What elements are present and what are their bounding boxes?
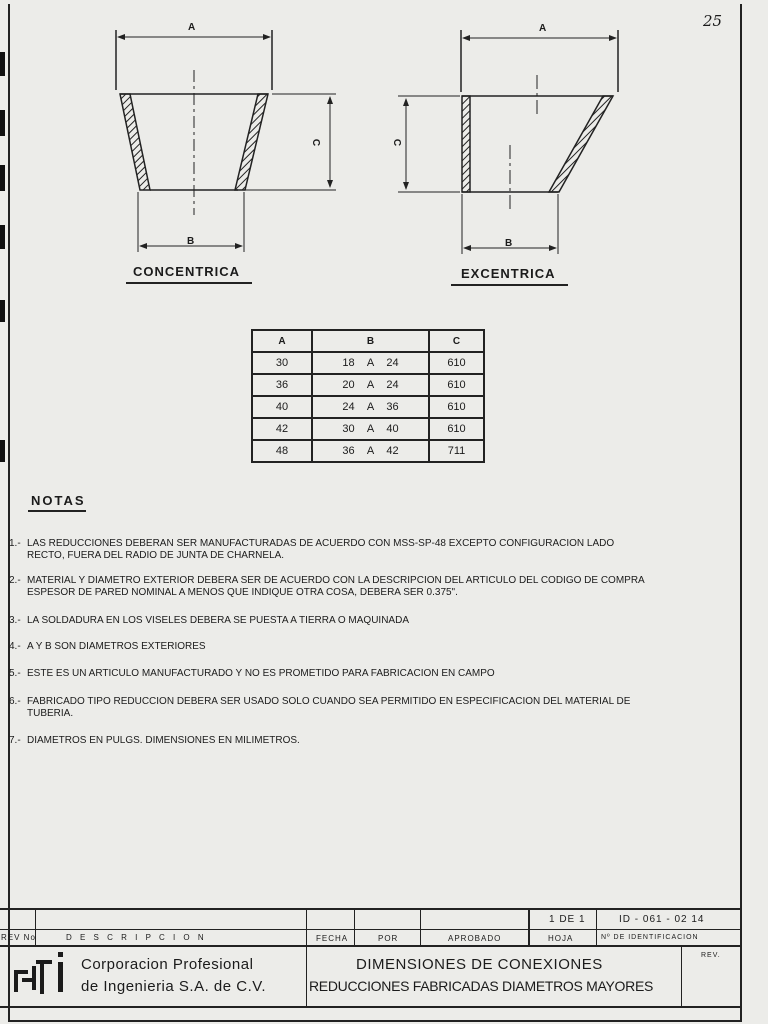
sheet-value: 1 DE 1 (549, 914, 586, 925)
company-logo (12, 948, 68, 998)
sheet-label: HOJA (548, 934, 574, 943)
description-label: D E S C R I P C I O N (66, 933, 207, 942)
table-cell-a: 30 (252, 352, 312, 374)
reducer-drawings (0, 0, 768, 330)
b-separator: A (366, 357, 375, 369)
table-row (252, 440, 484, 462)
b-max: 40 (386, 423, 399, 435)
b-separator: A (366, 423, 375, 435)
table-header-b: B (312, 330, 429, 352)
binder-hole-mark (0, 440, 5, 462)
table-cell-b (312, 418, 429, 440)
notes-title-underline (28, 510, 86, 512)
table-cell-c: 610 (429, 374, 484, 396)
b-min: 36 (342, 445, 355, 457)
note-text: TUBERIA. (27, 708, 74, 719)
b-min: 30 (342, 423, 355, 435)
eccentric-dim-a-label: A (539, 23, 547, 34)
b-max: 24 (386, 357, 399, 369)
table-row (252, 418, 484, 440)
b-max: 24 (386, 379, 399, 391)
table-cell-a: 36 (252, 374, 312, 396)
company-name-line1: Corporacion Profesional (81, 956, 254, 973)
identification-label: Nº DE IDENTIFICACION (601, 934, 699, 941)
table-cell-b (312, 396, 429, 418)
table-cell-a: 48 (252, 440, 312, 462)
document-title-line1: DIMENSIONES DE CONEXIONES (356, 956, 603, 973)
rev-label: REV. (701, 952, 721, 959)
document-title-line2: REDUCCIONES FABRICADAS DIAMETROS MAYORES (309, 978, 654, 994)
note-text: MATERIAL Y DIAMETRO EXTERIOR DEBERA SER DE ACUERDO CON LA DESCRIPCION DEL ARTICULO DEL CODIGO DE COMPRA (27, 575, 645, 586)
table-cell-b (312, 352, 429, 374)
note-number: 6.- (9, 696, 21, 707)
b-max: 36 (386, 401, 399, 413)
rev-no-label: REV No (1, 933, 36, 942)
page-number: 25 (703, 12, 723, 30)
eccentric-title: EXCENTRICA (461, 266, 556, 281)
date-label: FECHA (316, 934, 349, 943)
note-text: LA SOLDADURA EN LOS VISELES DEBERA SE PUESTA A TIERRA O MAQUINADA (27, 615, 409, 626)
b-separator: A (366, 401, 375, 413)
table-cell-c: 711 (429, 440, 484, 462)
table-row (252, 352, 484, 374)
table-cell-a: 42 (252, 418, 312, 440)
notes-title: NOTAS (31, 493, 86, 508)
eccentric-dim-b-label: B (505, 238, 513, 249)
table-cell-b (312, 440, 429, 462)
note-text: ESPESOR DE PARED NOMINAL A MENOS QUE INDIQUE OTRA COSA, DEBERA SER 0.375". (27, 587, 458, 598)
table-row (252, 396, 484, 418)
concentric-dim-c-label: C (310, 138, 322, 147)
note-text: A Y B SON DIAMETROS EXTERIORES (27, 641, 206, 652)
concentric-dim-a-label: A (188, 22, 196, 33)
note-number: 4.- (9, 641, 21, 652)
note-number: 2.- (9, 575, 21, 586)
concentric-reducer-drawing (116, 30, 336, 283)
table-cell-a: 40 (252, 396, 312, 418)
table-header-row (252, 330, 484, 352)
table-cell-c: 610 (429, 396, 484, 418)
note-text: ESTE ES UN ARTICULO MANUFACTURADO Y NO ES PROMETIDO PARA FABRICACION EN CAMPO (27, 668, 495, 679)
b-max: 42 (386, 445, 399, 457)
dimensions-table (251, 329, 485, 463)
approved-label: APROBADO (448, 934, 502, 943)
table-header-c: C (429, 330, 484, 352)
note-text: LAS REDUCCIONES DEBERAN SER MANUFACTURADAS DE ACUERDO CON MSS-SP-48 EXCEPTO CONFIGURACION LADO (27, 538, 615, 549)
company-name-line2: de Ingenieria S.A. de C.V. (81, 978, 267, 995)
note-number: 3.- (9, 615, 21, 626)
note-number: 5.- (9, 668, 21, 679)
table-cell-c: 610 (429, 352, 484, 374)
note-text: FABRICADO TIPO REDUCCION DEBERA SER USADO SOLO CUANDO SEA PERMITIDO EN ESPECIFICACION DEL MATERIAL DE (27, 696, 631, 707)
b-separator: A (366, 445, 375, 457)
note-number: 1.- (9, 538, 21, 549)
b-min: 20 (342, 379, 355, 391)
b-min: 24 (342, 401, 355, 413)
b-separator: A (366, 379, 375, 391)
by-label: POR (378, 934, 399, 943)
note-text: RECTO, FUERA DEL RADIO DE JUNTA DE CHARNELA. (27, 550, 285, 561)
note-number: 7.- (9, 735, 21, 746)
table-header-a: A (252, 330, 312, 352)
note-text: DIAMETROS EN PULGS. DIMENSIONES EN MILIMETROS. (27, 735, 300, 746)
table-row (252, 374, 484, 396)
table-cell-b (312, 374, 429, 396)
identification-value: ID - 061 - 02 14 (619, 914, 705, 925)
b-min: 18 (342, 357, 355, 369)
table-cell-c: 610 (429, 418, 484, 440)
concentric-title: CONCENTRICA (133, 264, 241, 279)
concentric-dim-b-label: B (187, 236, 195, 247)
eccentric-dim-c-label: C (391, 138, 403, 147)
